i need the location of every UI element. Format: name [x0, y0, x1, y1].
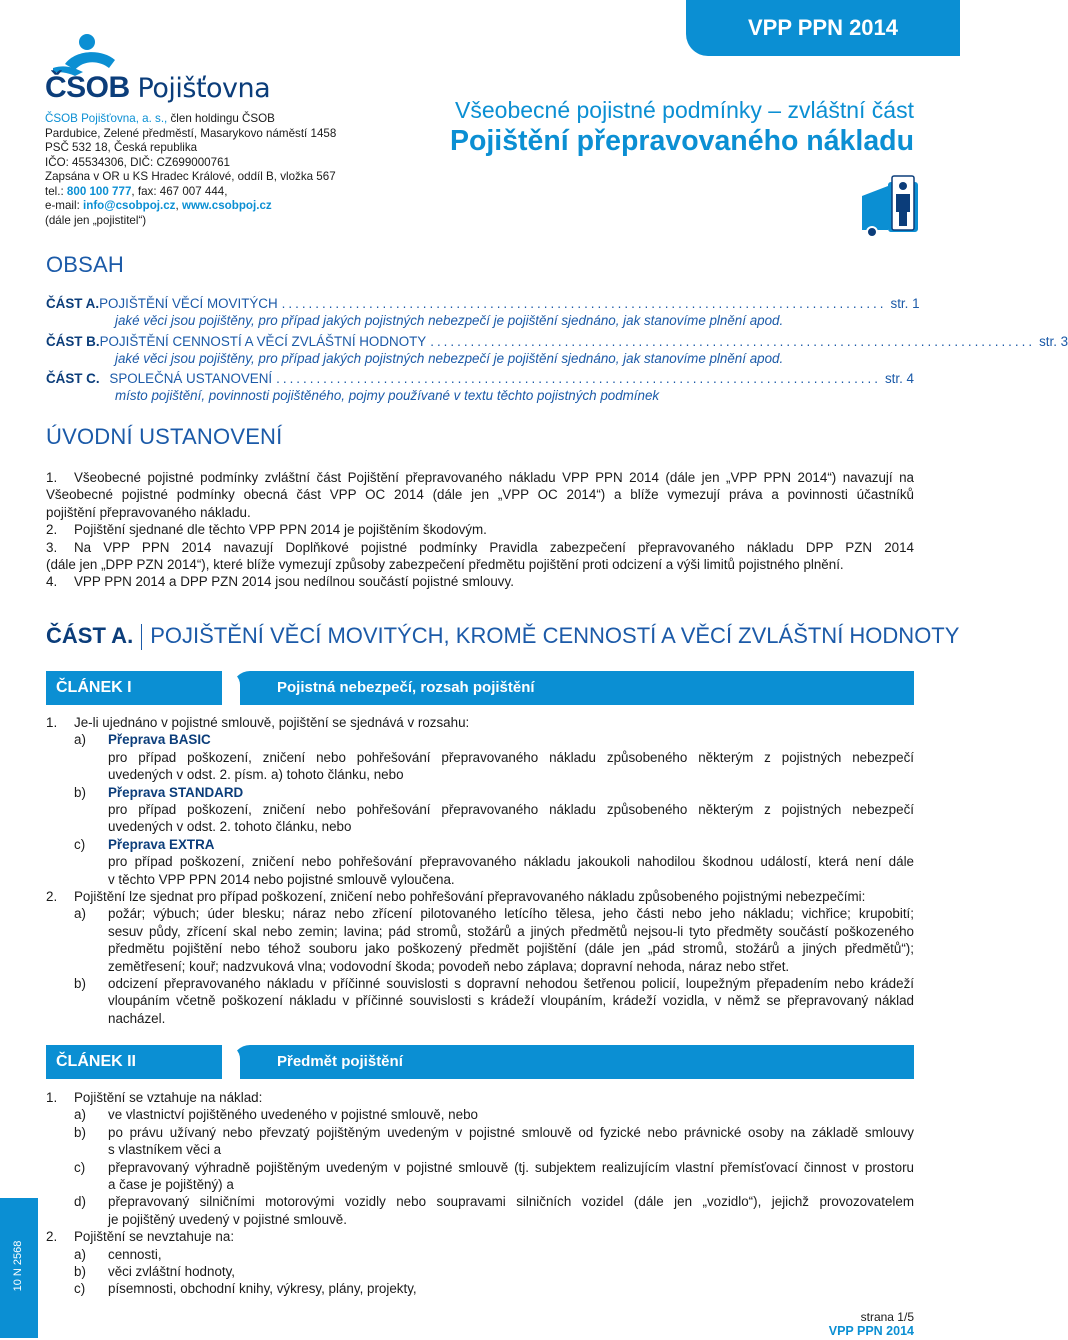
toc-item-b[interactable]	[46, 333, 1068, 351]
intro-p1-l1: Všeobecné pojistné podmínky zvláštní část Pojištění přepravovaného nákladu VPP PPN 2014 (dále jen „VPP PPN 2014“) navazují na	[74, 470, 914, 485]
article-title-bar	[232, 1045, 914, 1079]
intro-p1-l3: pojištění přepravovaného nákladu.	[46, 504, 251, 520]
toc-desc: místo pojištění, povinnosti pojištěného, pojmy používané v textu těchto pojistných podmínek	[115, 388, 660, 403]
logo-text: ČSOB	[45, 71, 130, 104]
toc-part: ČÁST B.	[46, 334, 100, 349]
article2-p2: Pojištění se nevztahuje na:	[74, 1229, 235, 1245]
intro-paragraphs	[46, 469, 914, 589]
email-label: e-mail:	[45, 199, 84, 212]
list-letter: b)	[74, 1124, 86, 1140]
intro-p3-l2: (dále jen „DPP PZN 2014“), které blíže vymezují způsoby zabezpečení předmětu pojištění proti odcizení a výši limitů pojistného plnění.	[46, 557, 844, 572]
article-1-header	[46, 671, 914, 705]
truck-person-icon	[858, 172, 922, 240]
list-letter: c)	[74, 1281, 86, 1297]
article-title-bar	[232, 671, 914, 705]
list-letter: b)	[74, 1264, 86, 1279]
part-a-title: POJIŠTĚNÍ VĚCÍ MOVITÝCH, KROMĚ CENNOSTÍ A VĚCÍ ZVLÁŠTNÍ HODNOTY	[150, 622, 960, 648]
article-1-body	[46, 714, 914, 1034]
list-letter: a)	[74, 732, 86, 748]
list-number: 2.	[46, 522, 58, 538]
part-a-heading	[46, 624, 959, 650]
perils-b-l1: odcizení přepravovaného nákladu v příčinné souvislosti s dopravní nehodou šetřenou policií, loupežným přepadením nebo krádeží	[108, 976, 914, 991]
toc-part: ČÁST A.	[46, 296, 100, 311]
list-letter: a)	[74, 1246, 86, 1262]
logo-sub: Pojišťovna	[137, 73, 271, 104]
list-letter: d)	[74, 1194, 86, 1210]
subject-c-l1: přepravovaný výhradně pojištěným uvedeným v pojistné smlouvě (tj. subjektem realizujícím vlastní přemísťovací činnost v prostoru	[108, 1159, 914, 1175]
intro-p1-l2: Všeobecné pojistné podmínky obecná část VPP OC 2014 (dále jen „VPP OC 2014“) a blíže vymezují práva a povinnosti účastníků	[46, 487, 914, 503]
document-title: Pojištění přepravovaného nákladu	[449, 125, 914, 157]
company-ids: IČO: 45534306, DIČ: CZ699000761	[45, 155, 230, 169]
option-standard-l2: uvedených v odst. 2. tohoto článku, nebo	[108, 819, 352, 835]
company-name: ČSOB Pojišťovna, a. s.,	[45, 112, 168, 125]
option-extra-l2: v těchto VPP PPN 2014 nebo pojistné smlouvě vyloučena.	[108, 871, 455, 887]
option-basic-title: Přeprava BASIC	[108, 732, 211, 748]
company-alias: (dále jen „pojistitel“)	[45, 213, 147, 227]
list-letter: c)	[74, 1159, 86, 1175]
article-title: Předmět pojištění	[277, 1053, 403, 1070]
article1-p2: Pojištění lze sjednat pro případ poškození, zničení nebo pohřešování přepravovaného nákladu způsobeného pojistnými nebezpečími:	[74, 889, 866, 904]
option-basic-l2: uvedených v odst. 2. písm. a) tohoto článku, nebo	[108, 767, 404, 783]
company-address: Pardubice, Zelené předměstí, Masarykovo náměstí 1458	[45, 126, 337, 140]
list-letter: c)	[74, 836, 86, 852]
company-info	[45, 112, 336, 228]
company-zip: PSČ 532 18, Česká republika	[45, 141, 198, 154]
toc-label: POJIŠTĚNÍ CENNOSTÍ A VĚCÍ ZVLÁŠTNÍ HODNOTY	[99, 334, 427, 349]
exclusion-a: cennosti,	[108, 1246, 162, 1262]
company-registry: Zapsána v OR u KS Hradec Králové, oddíl B, vložka 567	[45, 170, 336, 183]
article-2-body	[46, 1089, 914, 1304]
list-number: 1.	[46, 715, 58, 730]
subject-d-l1: přepravovaný silničními motorovými vozidly nebo soupravami silničních vozidel (dále jen „vozidlo“), jejichž provozovatelem	[108, 1194, 914, 1210]
perils-a-l1: požár; výbuch; úder blesku; náraz nebo zřícení pilotovaného letícího tělesa, jeho části nebo jeho nákladu; vichřice; krupobití;	[108, 906, 914, 922]
list-letter: a)	[74, 1107, 86, 1123]
article-title: Pojistná nebezpečí, rozsah pojištění	[277, 679, 535, 696]
toc-desc: jaké věci jsou pojištěny, pro případ jakých pojistných nebezpečí je pojištění sjednáno, jak stanovíme plnění apod.	[115, 313, 784, 328]
list-number: 4.	[46, 574, 58, 590]
list-letter: b)	[74, 784, 86, 800]
web-link[interactable]: www.csobpoj.cz	[181, 199, 272, 212]
subject-b-l1: po právu užívaný nebo převzatý pojištěným uvedeným v pojistné smlouvě od fyzické nebo právnické osoby na základě smlouvy	[108, 1124, 914, 1140]
article1-p1: Je-li ujednáno v pojistné smlouvě, pojištění se sjednává v rozsahu:	[74, 715, 470, 730]
toc-dots: ..........................................................................................	[281, 296, 887, 311]
intro-p3-l1: Na VPP PPN 2014 navazují Doplňkové pojistné podmínky Pravidla zabezpečení přepravovaného nákladu DPP PZN 2014	[74, 539, 914, 555]
fax-text: , fax: 467 007 444,	[131, 184, 228, 198]
subject-b-l2: s vlastníkem věci a	[108, 1142, 222, 1158]
phone-link[interactable]: 800 100 777	[66, 184, 132, 198]
tel-label: tel.:	[45, 184, 67, 198]
toc-item-a[interactable]	[46, 295, 920, 313]
toc-page: str. 3	[1039, 334, 1068, 349]
heading-divider	[141, 624, 142, 650]
perils-b-l3: nacházel.	[108, 1010, 166, 1026]
page-number: strana 1/5	[860, 1310, 914, 1324]
logo-wordmark	[45, 72, 270, 105]
perils-a-l2: sesuv půdy, zřícení skal nebo zemin; lavina; pád stromů, stožárů a jiných předmětů nejsou-li tyto předměty součástí poškozeného	[108, 923, 914, 939]
article-2-header	[46, 1045, 914, 1079]
subject-d-l2: je pojištěný uvedený v pojistné smlouvě.	[108, 1211, 347, 1227]
intro-p4: VPP PPN 2014 a DPP PZN 2014 jsou nedílnou součástí pojistné smlouvy.	[74, 574, 514, 590]
document-subtitle: Všeobecné pojistné podmínky – zvláštní část	[455, 97, 914, 123]
subject-a: ve vlastnictví pojištěného uvedeného v pojistné smlouvě, nebo	[108, 1107, 478, 1123]
perils-a-l3: předmětu pojištění nebo téhož souboru jako poškozený předmět pojištění (dále jen „pád stromů, stožárů a jiných předmětů“);	[108, 941, 914, 957]
toc-dots: ..........................................................................................	[276, 371, 881, 386]
exclusion-c: písemnosti, obchodní knihy, výkresy, plány, projekty,	[108, 1281, 417, 1297]
article-label: ČLÁNEK I	[46, 671, 222, 705]
side-document-code: 10 N 2568	[12, 1240, 24, 1292]
option-standard-title: Přeprava STANDARD	[108, 784, 244, 800]
perils-a-l4: zemětřesení; kouř; nadzvuková vlna; vodovodní škoda; povodeň nebo záplava; dopravní nehoda, náraz nebo střet.	[108, 958, 790, 974]
article2-p1: Pojištění se vztahuje na náklad:	[74, 1090, 263, 1105]
list-letter: b)	[74, 976, 86, 991]
document-code-tab: VPP PPN 2014	[686, 0, 960, 56]
subject-c-l2: a čase je pojištěný) a	[108, 1177, 234, 1192]
list-number: 1.	[46, 470, 58, 485]
toc-label: POJIŠTĚNÍ VĚCÍ MOVITÝCH	[99, 296, 278, 311]
toc-label: SPOLEČNÁ USTANOVENÍ	[109, 371, 273, 386]
option-extra-title: Přeprava EXTRA	[108, 836, 215, 852]
toc-page: str. 1	[890, 296, 920, 311]
option-basic-l1: pro případ poškození, zničení nebo pohřešování přepravovaného nákladu způsobeného některým z pojistných nebezpečí	[108, 749, 914, 765]
toc-page: str. 4	[884, 371, 914, 386]
article-notch	[226, 671, 240, 705]
intro-p2: Pojištění sjednané dle těchto VPP PPN 2014 je pojištěním škodovým.	[74, 522, 487, 538]
toc-dots: ..........................................................................................	[430, 334, 1036, 349]
list-number: 3.	[46, 539, 58, 555]
article-label: ČLÁNEK II	[46, 1045, 222, 1079]
toc-title: OBSAH	[46, 252, 125, 277]
toc-item-c[interactable]	[46, 370, 914, 388]
separator: ,	[175, 199, 182, 212]
part-a-label: ČÁST A.	[46, 622, 134, 648]
article-notch	[226, 1045, 240, 1079]
footer-document-code: VPP PPN 2014	[828, 1324, 914, 1338]
list-number: 2.	[46, 889, 58, 904]
list-number: 2.	[46, 1229, 58, 1245]
perils-b-l2: vloupáním včetně poškození nákladu v příčinné souvislosti s krádeží vloupáním, krádeží vozidla, v němž se přepravovaný náklad	[108, 993, 914, 1009]
toc-part: ČÁST C.	[46, 371, 100, 386]
list-number: 1.	[46, 1090, 58, 1105]
email-link[interactable]: info@csobpoj.cz	[83, 199, 176, 212]
exclusion-b: věci zvláštní hodnoty,	[108, 1264, 236, 1279]
toc-desc: jaké věci jsou pojištěny, pro případ jakých pojistných nebezpečí je pojištění sjednáno, jak stanovíme plnění apod.	[115, 351, 784, 366]
option-extra-l1: pro případ poškození, zničení nebo pohřešování přepravovaného nákladu jakoukoli nahodilou škodnou událostí, která není dále	[108, 854, 914, 870]
option-standard-l1: pro případ poškození, zničení nebo pohřešování přepravovaného nákladu způsobeného některým z pojistných nebezpečí	[108, 802, 914, 817]
company-holding: člen holdingu ČSOB	[167, 112, 275, 125]
list-letter: a)	[74, 906, 86, 922]
intro-title: ÚVODNÍ USTANOVENÍ	[46, 424, 283, 449]
